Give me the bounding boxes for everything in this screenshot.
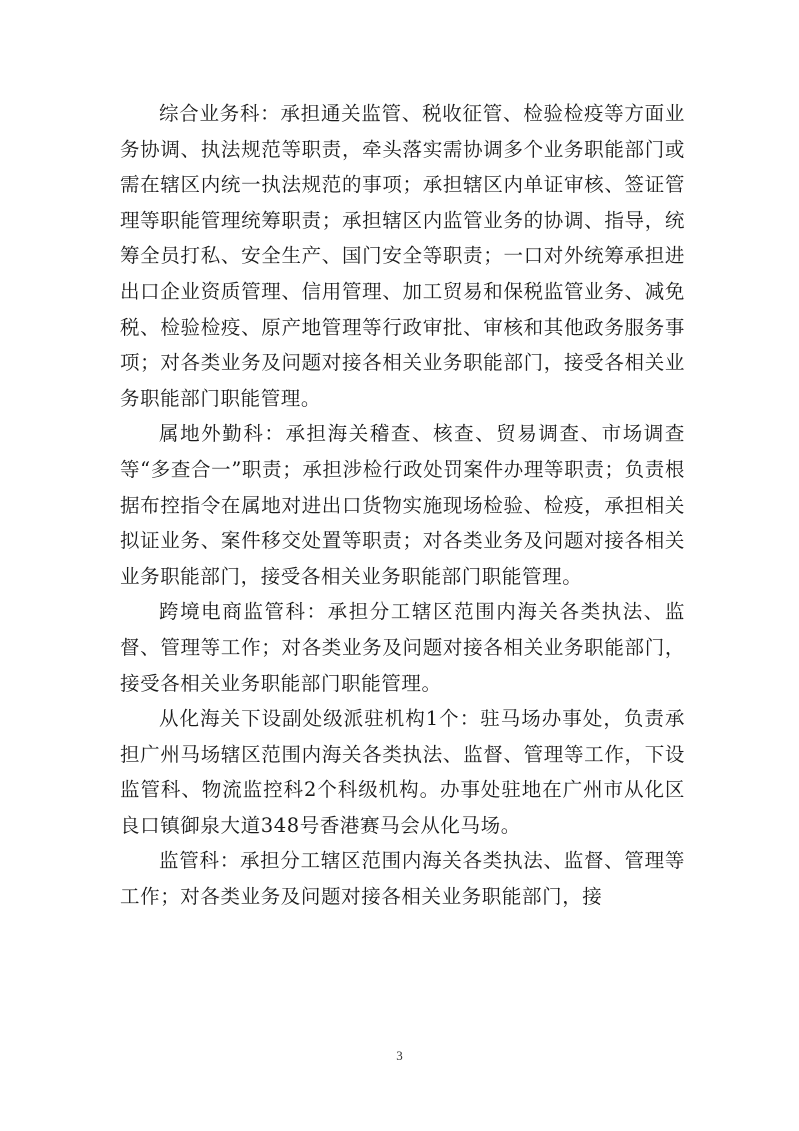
document-page: [120, 96, 685, 915]
paragraph-comprehensive-business-section: 综合业务科：承担通关监管、税收征管、检验检疫等方面业务协调、执法规范等职责，牵头落实需协调多个业务职能部门或需在辖区内统一执法规范的事项；承担辖区内单证审核、签证管理等职能管理统筹职责；承担辖区内监管业务的协调、指导，统筹全员打私、安全生产、国门安全等职责；一口对外统筹承担进出口企业资质管理、信用管理、加工贸易和保税监管业务、减免税、检验检疫、原产地管理等行政审批、审核和其他政务服务事项；对各类业务及问题对接各相关业务职能部门，接受各相关业务职能部门职能管理。: [120, 102, 685, 410]
paragraph-local-field-section: 属地外勤科：承担海关稽查、核查、贸易调查、市场调查等“多查合一”职责；承担涉检行政处罚案件办理等职责；负责根据布控指令在属地对进出口货物实施现场检验、检疫，承担相关拟证业务、案件移交处置等职责；对各类业务及问题对接各相关业务职能部门，接受各相关业务职能部门职能管理。: [120, 422, 685, 588]
page-number: 3: [396, 1048, 403, 1063]
paragraph-cross-border-ecommerce-section: 跨境电商监管科：承担分工辖区范围内海关各类执法、监督、管理等工作；对各类业务及问题对接各相关业务职能部门，接受各相关业务职能部门职能管理。: [120, 600, 685, 695]
paragraph-machang-office: 从化海关下设副处级派驻机构1个：驻马场办事处，负责承担广州马场辖区范围内海关各类执法、监督、管理等工作，下设监管科、物流监控科2个科级机构。办事处驻地在广州市从化区良口镇御泉大道348号香港赛马会从化马场。: [120, 707, 685, 837]
paragraph-supervision-section: 监管科：承担分工辖区范围内海关各类执法、监督、管理等工作；对各类业务及问题对接各相关业务职能部门，接: [120, 849, 685, 909]
